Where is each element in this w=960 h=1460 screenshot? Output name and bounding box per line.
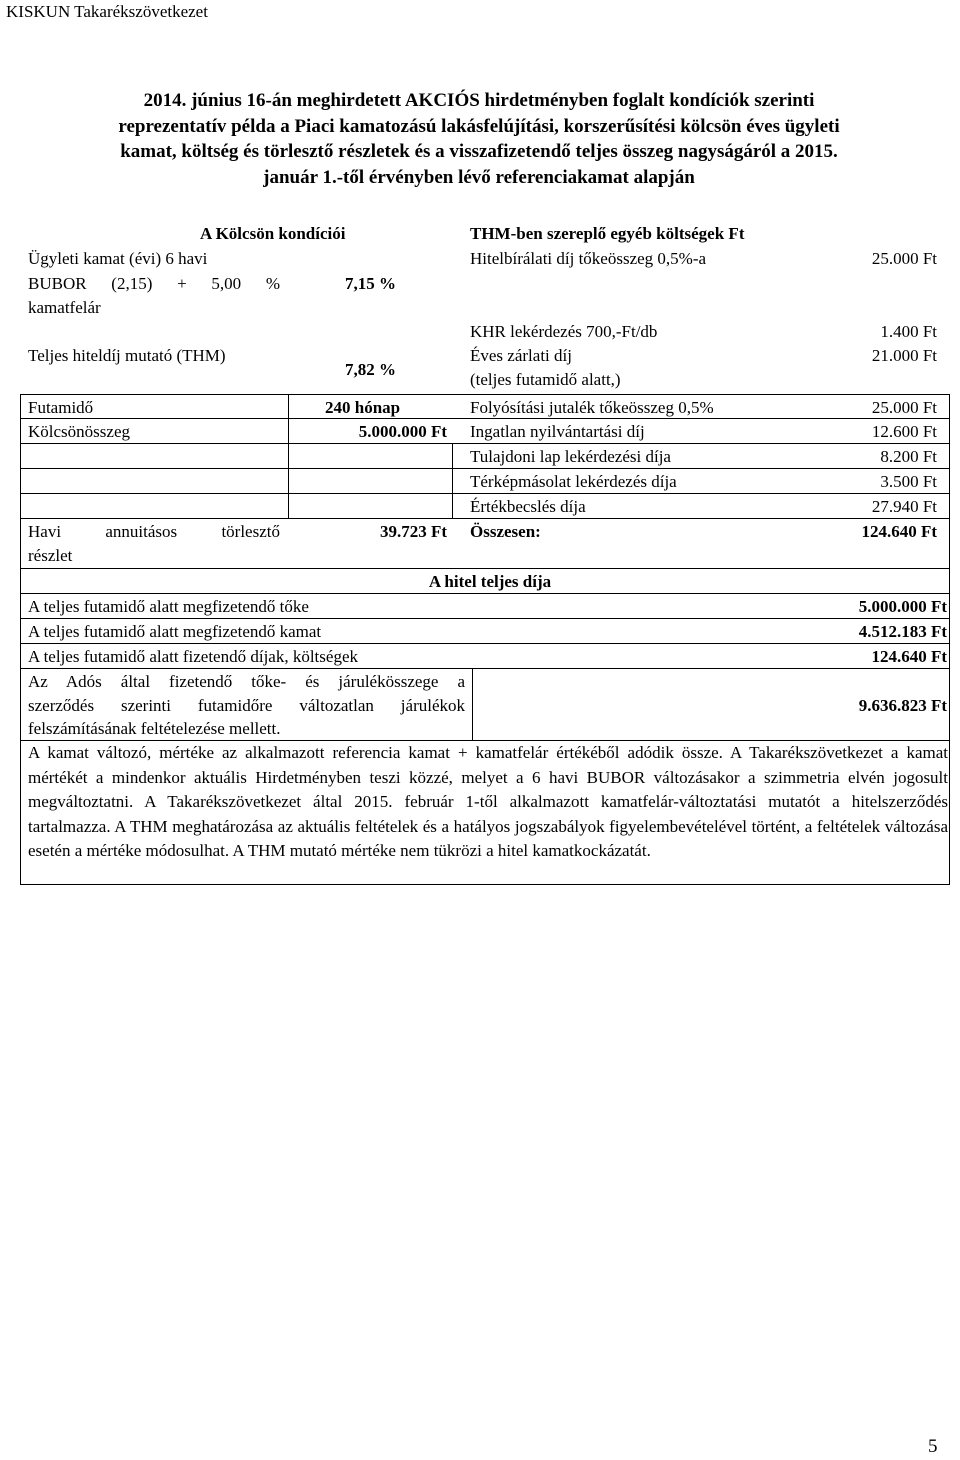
table-border-right [949, 394, 950, 884]
cost-label: Hitelbírálati díj tőkeösszeg 0,5%-a [470, 249, 707, 268]
title-line: reprezentatív példa a Piaci kamatozású lakásfelújítási, korszerűsítési kölcsön éves ügyleti [118, 115, 840, 137]
term-value: 240 hónap [325, 398, 401, 417]
page-number: 5 [928, 1436, 938, 1457]
cost-label: Értékbecslés díja [470, 497, 586, 516]
cost-label: Térképmásolat lekérdezés díja [470, 472, 677, 491]
table-rule [20, 618, 950, 619]
cost-value: 12.600 Ft [871, 422, 937, 441]
cost-label: Tulajdoni lap lekérdezési díja [470, 447, 671, 466]
table-rule [20, 493, 950, 494]
table-divider [288, 394, 289, 518]
title-line: 2014. június 16-án meghirdetett AKCIÓS hirdetményben foglalt kondíciók szerinti [143, 90, 815, 111]
full-cost-value: 124.640 Ft [871, 647, 947, 666]
table-rule [20, 518, 950, 519]
header-title: KISKUN Takarékszövetkezet [6, 2, 208, 21]
cost-value: 8.200 Ft [880, 447, 937, 466]
cost-value: 3.500 Ft [880, 472, 937, 491]
table-rule [20, 593, 950, 594]
full-cost-header: A hitel teljes díja [428, 572, 552, 591]
table-rule [20, 668, 950, 669]
footnote: A kamat változó, mértéke az alkalmazott referencia kamat + kamatfelár értékéből adódik össze. A Takarékszövetkezet a kamat mértékét a mindenkor aktuális Hirdetményben teszi közzé, melyet a 6 havi BUBOR változásakor a szimmetria elvén jogosult megváltoztatni. A Takarékszövetkezet által 2015. február 1-től alkalmazott kamatfelár-változtatási mutatót a hitelszerződés tartalmazza. A THM meghatározása az aktuális feltételek és a hatályos jogszabályok figyelembevételével történt, a feltételek változása esetén a mértéke módosulhat. A THM mutató mértéke nem tükrözi a hitel kamatkockázatát. [28, 743, 948, 860]
table-rule [20, 568, 950, 569]
installment-value: 39.723 Ft [379, 522, 447, 541]
cost-value: 25.000 Ft [871, 398, 937, 417]
conditions-header: A Kölcsön kondíciói [200, 224, 346, 243]
installment-label: Havi annuitásos törlesztő [28, 522, 280, 541]
cost-label: Ingatlan nyilvántartási díj [470, 422, 645, 441]
cost-label: KHR lekérdezés 700,-Ft/db [470, 322, 658, 341]
total-label: Összesen: [470, 522, 541, 541]
table-rule [20, 643, 950, 644]
amount-value: 5.000.000 Ft [358, 422, 447, 441]
table-rule [20, 468, 950, 469]
repay-label: felszámításának feltételezése mellett. [28, 719, 281, 738]
repay-label: szerződés szerinti futamidőre változatlan járulékok [28, 696, 465, 715]
repay-label: Az Adós által fizetendő tőke- és járulékösszege a [28, 672, 465, 691]
cost-value: 25.000 Ft [871, 249, 937, 268]
title-line: kamat, költség és törlesztő részletek és a visszafizetendő teljes összeg nagyságáról a 2015. [120, 141, 838, 162]
cost-label: (teljes futamidő alatt,) [470, 370, 621, 389]
interest-label: BUBOR (2,15) + 5,00 % [28, 274, 280, 293]
cost-label: Éves zárlati díj [470, 346, 572, 365]
interest-rate-value: 7,15 % [345, 274, 396, 293]
full-cost-value: 4.512.183 Ft [858, 622, 947, 641]
document-title [24, 88, 934, 190]
amount-label: Kölcsönösszeg [28, 422, 130, 441]
thm-label: Teljes hiteldíj mutató (THM) [28, 346, 226, 365]
installment-label: részlet [28, 546, 73, 565]
table-rule [20, 443, 950, 444]
full-cost-label: A teljes futamidő alatt megfizetendő kamat [28, 622, 322, 641]
table-border-top [20, 394, 950, 395]
full-cost-label: A teljes futamidő alatt fizetendő díjak, költségek [28, 647, 358, 666]
total-value: 124.640 Ft [861, 522, 937, 541]
thm-value: 7,82 % [345, 360, 396, 379]
full-cost-label: A teljes futamidő alatt megfizetendő tőke [28, 597, 309, 616]
table-divider [452, 443, 453, 518]
table-rule [20, 418, 950, 419]
cost-value: 1.400 Ft [880, 322, 937, 341]
cost-value: 21.000 Ft [871, 346, 937, 365]
term-label: Futamidő [28, 398, 94, 417]
title-line: január 1.-től érvényben lévő referenciakamat alapján [263, 166, 695, 188]
table-border-left [20, 394, 21, 884]
cost-value: 27.940 Ft [871, 497, 937, 516]
table-border-bottom [20, 884, 950, 885]
repay-value: 9.636.823 Ft [858, 696, 947, 715]
table-divider [472, 668, 473, 740]
cost-label: Folyósítási jutalék tőkeösszeg 0,5% [470, 398, 714, 417]
interest-label: kamatfelár [28, 298, 101, 317]
costs-header: THM-ben szereplő egyéb költségek Ft [470, 224, 745, 243]
interest-label: Ügyleti kamat (évi) 6 havi [28, 249, 208, 268]
full-cost-value: 5.000.000 Ft [858, 597, 947, 616]
